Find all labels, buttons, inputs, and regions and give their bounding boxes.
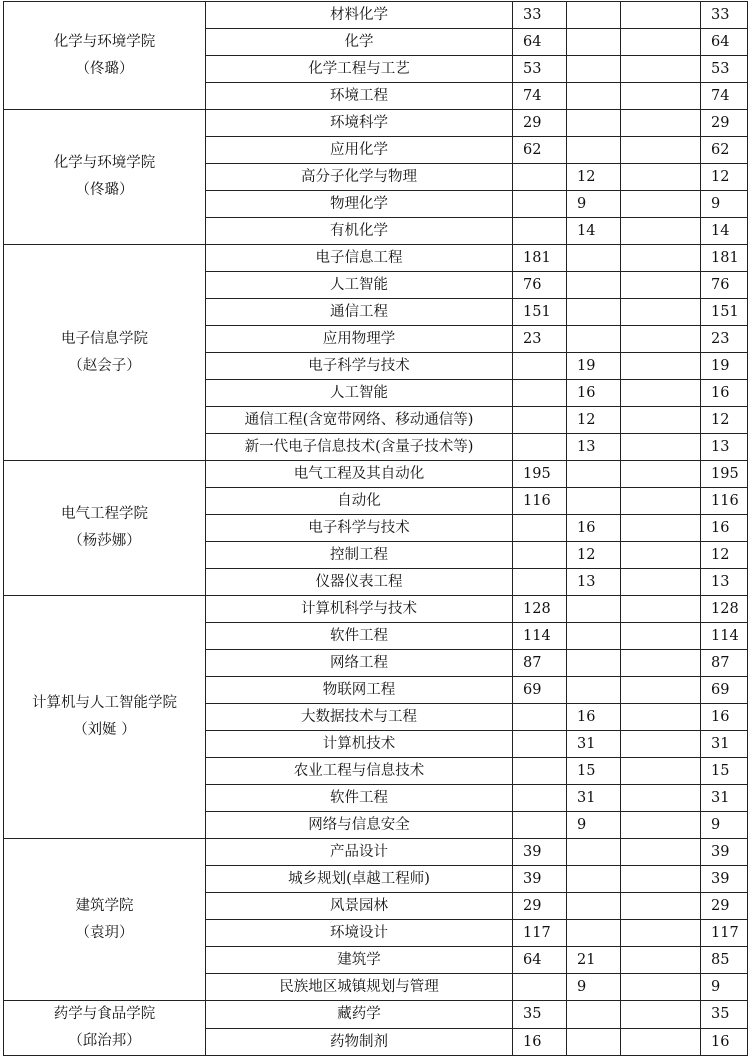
count-cell-a: 116 [513, 488, 567, 515]
major-cell: 人工智能 [206, 272, 513, 299]
major-cell: 环境设计 [206, 920, 513, 947]
count-cell-c [621, 812, 701, 839]
college-name: 电子信息学院 [61, 330, 148, 347]
count-cell-b: 9 [567, 191, 621, 218]
count-cell-a [513, 704, 567, 731]
count-cell-c [621, 83, 701, 110]
count-cell-b: 31 [567, 731, 621, 758]
count-cell-c [621, 893, 701, 920]
total-cell: 15 [701, 758, 748, 785]
count-cell-b [567, 677, 621, 704]
total-cell: 23 [701, 326, 748, 353]
total-cell: 9 [701, 191, 748, 218]
count-cell-b: 16 [567, 515, 621, 542]
count-cell-a [513, 434, 567, 461]
major-cell: 产品设计 [206, 839, 513, 866]
enrollment-table [3, 1, 748, 1056]
count-cell-b [567, 245, 621, 272]
count-cell-a: 69 [513, 677, 567, 704]
major-cell: 环境科学 [206, 110, 513, 137]
count-cell-a: 16 [513, 1028, 567, 1056]
table-row [4, 245, 748, 272]
count-cell-a [513, 812, 567, 839]
major-cell: 通信工程(含宽带网络、移动通信等) [206, 407, 513, 434]
count-cell-a: 151 [513, 299, 567, 326]
count-cell-c [621, 2, 701, 29]
count-cell-a [513, 191, 567, 218]
count-cell-b [567, 299, 621, 326]
major-cell: 大数据技术与工程 [206, 704, 513, 731]
count-cell-c [621, 164, 701, 191]
total-cell: 195 [701, 461, 748, 488]
major-cell: 仪器仪表工程 [206, 569, 513, 596]
count-cell-a [513, 407, 567, 434]
count-cell-a [513, 569, 567, 596]
college-contact: （赵会子） [68, 357, 141, 374]
count-cell-c [621, 623, 701, 650]
count-cell-a [513, 218, 567, 245]
major-cell: 应用物理学 [206, 326, 513, 353]
total-cell: 87 [701, 650, 748, 677]
count-cell-c [621, 731, 701, 758]
college-contact: （杨莎娜） [68, 533, 141, 549]
total-cell: 31 [701, 785, 748, 812]
count-cell-b: 9 [567, 974, 621, 1001]
count-cell-a: 23 [513, 326, 567, 353]
major-cell: 民族地区城镇规划与管理 [206, 974, 513, 1001]
count-cell-b: 12 [567, 542, 621, 569]
total-cell: 9 [701, 974, 748, 1001]
total-cell: 16 [701, 380, 748, 407]
major-cell: 应用化学 [206, 137, 513, 164]
count-cell-c [621, 758, 701, 785]
college-cell [4, 839, 206, 1001]
total-cell: 151 [701, 299, 748, 326]
total-cell: 53 [701, 56, 748, 83]
college-name: 计算机与人工智能学院 [32, 695, 177, 711]
count-cell-b [567, 137, 621, 164]
total-cell: 29 [701, 893, 748, 920]
total-cell: 19 [701, 353, 748, 380]
count-cell-a: 181 [513, 245, 567, 272]
total-cell: 13 [701, 434, 748, 461]
major-cell: 物联网工程 [206, 677, 513, 704]
total-cell: 33 [701, 2, 748, 29]
count-cell-a [513, 785, 567, 812]
count-cell-a: 114 [513, 623, 567, 650]
count-cell-c [621, 650, 701, 677]
total-cell: 13 [701, 569, 748, 596]
count-cell-a: 39 [513, 866, 567, 893]
major-cell: 计算机科学与技术 [206, 596, 513, 623]
count-cell-a [513, 380, 567, 407]
count-cell-b: 14 [567, 218, 621, 245]
count-cell-c [621, 704, 701, 731]
major-cell: 控制工程 [206, 542, 513, 569]
count-cell-a: 35 [513, 1001, 567, 1029]
count-cell-b [567, 488, 621, 515]
count-cell-b [567, 326, 621, 353]
major-cell: 高分子化学与物理 [206, 164, 513, 191]
count-cell-b [567, 596, 621, 623]
count-cell-a [513, 731, 567, 758]
count-cell-b [567, 623, 621, 650]
major-cell: 自动化 [206, 488, 513, 515]
major-cell: 风景园林 [206, 893, 513, 920]
count-cell-c [621, 515, 701, 542]
table-row [4, 2, 748, 29]
count-cell-a: 117 [513, 920, 567, 947]
table-row [4, 839, 748, 866]
count-cell-b: 15 [567, 758, 621, 785]
college-name: 化学与环境学院 [53, 33, 156, 50]
count-cell-c [621, 407, 701, 434]
table-row [4, 1001, 748, 1029]
count-cell-a [513, 515, 567, 542]
count-cell-b [567, 110, 621, 137]
college-cell [4, 1001, 206, 1056]
total-cell: 181 [701, 245, 748, 272]
count-cell-c [621, 380, 701, 407]
major-cell: 电气工程及其自动化 [206, 461, 513, 488]
major-cell: 建筑学 [206, 947, 513, 974]
total-cell: 31 [701, 731, 748, 758]
college-name: 建筑学院 [75, 897, 134, 914]
count-cell-a [513, 542, 567, 569]
count-cell-c [621, 974, 701, 1001]
count-cell-c [621, 272, 701, 299]
college-name: 药学与食品学院 [53, 1006, 156, 1022]
major-cell: 电子科学与技术 [206, 515, 513, 542]
college-cell [4, 245, 206, 461]
count-cell-b: 16 [567, 380, 621, 407]
count-cell-c [621, 110, 701, 137]
table-row [4, 461, 748, 488]
major-cell: 人工智能 [206, 380, 513, 407]
count-cell-b: 9 [567, 812, 621, 839]
count-cell-c [621, 920, 701, 947]
count-cell-a [513, 974, 567, 1001]
count-cell-b: 19 [567, 353, 621, 380]
major-cell: 软件工程 [206, 623, 513, 650]
major-cell: 有机化学 [206, 218, 513, 245]
major-cell: 化学 [206, 29, 513, 56]
count-cell-a [513, 758, 567, 785]
count-cell-c [621, 326, 701, 353]
count-cell-b [567, 1028, 621, 1056]
major-cell: 通信工程 [206, 299, 513, 326]
major-cell: 材料化学 [206, 2, 513, 29]
count-cell-b [567, 83, 621, 110]
major-cell: 物理化学 [206, 191, 513, 218]
count-cell-a: 39 [513, 839, 567, 866]
total-cell: 69 [701, 677, 748, 704]
college-contact: （刘娫 ） [73, 722, 136, 738]
total-cell: 114 [701, 623, 748, 650]
total-cell: 16 [701, 1028, 748, 1056]
count-cell-b [567, 29, 621, 56]
count-cell-b [567, 839, 621, 866]
count-cell-a [513, 164, 567, 191]
count-cell-c [621, 542, 701, 569]
total-cell: 85 [701, 947, 748, 974]
count-cell-a: 87 [513, 650, 567, 677]
total-cell: 39 [701, 866, 748, 893]
total-cell: 12 [701, 542, 748, 569]
total-cell: 76 [701, 272, 748, 299]
total-cell: 29 [701, 110, 748, 137]
college-contact: （袁玥） [75, 924, 134, 941]
college-name: 电气工程学院 [61, 506, 148, 522]
count-cell-a: 128 [513, 596, 567, 623]
count-cell-b [567, 866, 621, 893]
major-cell: 网络工程 [206, 650, 513, 677]
count-cell-c [621, 839, 701, 866]
total-cell: 9 [701, 812, 748, 839]
count-cell-a [513, 353, 567, 380]
count-cell-b [567, 893, 621, 920]
count-cell-a: 64 [513, 947, 567, 974]
count-cell-b [567, 1001, 621, 1029]
count-cell-a: 74 [513, 83, 567, 110]
count-cell-c [621, 353, 701, 380]
count-cell-b [567, 461, 621, 488]
total-cell: 12 [701, 164, 748, 191]
college-contact: （佟璐） [75, 182, 134, 198]
count-cell-a: 76 [513, 272, 567, 299]
count-cell-a: 62 [513, 137, 567, 164]
college-cell [4, 2, 206, 110]
count-cell-b: 31 [567, 785, 621, 812]
total-cell: 64 [701, 29, 748, 56]
count-cell-c [621, 56, 701, 83]
total-cell: 16 [701, 704, 748, 731]
count-cell-c [621, 218, 701, 245]
major-cell: 网络与信息安全 [206, 812, 513, 839]
major-cell: 软件工程 [206, 785, 513, 812]
count-cell-a: 64 [513, 29, 567, 56]
count-cell-a: 29 [513, 893, 567, 920]
count-cell-c [621, 569, 701, 596]
count-cell-b: 13 [567, 434, 621, 461]
total-cell: 35 [701, 1001, 748, 1029]
college-cell [4, 461, 206, 596]
count-cell-c [621, 245, 701, 272]
table-row [4, 110, 748, 137]
college-cell [4, 110, 206, 245]
count-cell-a: 53 [513, 56, 567, 83]
count-cell-b [567, 920, 621, 947]
major-cell: 农业工程与信息技术 [206, 758, 513, 785]
major-cell: 藏药学 [206, 1001, 513, 1029]
college-cell [4, 596, 206, 839]
count-cell-c [621, 434, 701, 461]
count-cell-c [621, 677, 701, 704]
count-cell-c [621, 29, 701, 56]
total-cell: 12 [701, 407, 748, 434]
count-cell-a: 29 [513, 110, 567, 137]
total-cell: 116 [701, 488, 748, 515]
count-cell-b [567, 2, 621, 29]
count-cell-c [621, 191, 701, 218]
major-cell: 计算机技术 [206, 731, 513, 758]
total-cell: 128 [701, 596, 748, 623]
count-cell-c [621, 137, 701, 164]
count-cell-b [567, 650, 621, 677]
total-cell: 117 [701, 920, 748, 947]
count-cell-c [621, 1001, 701, 1029]
total-cell: 16 [701, 515, 748, 542]
count-cell-b: 12 [567, 407, 621, 434]
major-cell: 药物制剂 [206, 1028, 513, 1056]
count-cell-c [621, 947, 701, 974]
count-cell-b: 12 [567, 164, 621, 191]
count-cell-c [621, 488, 701, 515]
major-cell: 新一代电子信息技术(含量子技术等) [206, 434, 513, 461]
count-cell-b: 21 [567, 947, 621, 974]
major-cell: 城乡规划(卓越工程师) [206, 866, 513, 893]
total-cell: 74 [701, 83, 748, 110]
college-contact: （邱治邦） [68, 1033, 141, 1049]
table-row [4, 596, 748, 623]
major-cell: 化学工程与工艺 [206, 56, 513, 83]
college-contact: （佟璐） [75, 60, 134, 77]
count-cell-b [567, 56, 621, 83]
count-cell-b: 13 [567, 569, 621, 596]
table-body [4, 2, 748, 1056]
count-cell-a: 33 [513, 2, 567, 29]
count-cell-c [621, 785, 701, 812]
total-cell: 62 [701, 137, 748, 164]
count-cell-c [621, 866, 701, 893]
major-cell: 电子信息工程 [206, 245, 513, 272]
count-cell-c [621, 299, 701, 326]
count-cell-c [621, 596, 701, 623]
major-cell: 电子科学与技术 [206, 353, 513, 380]
count-cell-a: 195 [513, 461, 567, 488]
count-cell-b [567, 272, 621, 299]
total-cell: 39 [701, 839, 748, 866]
major-cell: 环境工程 [206, 83, 513, 110]
college-name: 化学与环境学院 [53, 155, 156, 171]
count-cell-c [621, 461, 701, 488]
count-cell-c [621, 1028, 701, 1056]
count-cell-b: 16 [567, 704, 621, 731]
total-cell: 14 [701, 218, 748, 245]
